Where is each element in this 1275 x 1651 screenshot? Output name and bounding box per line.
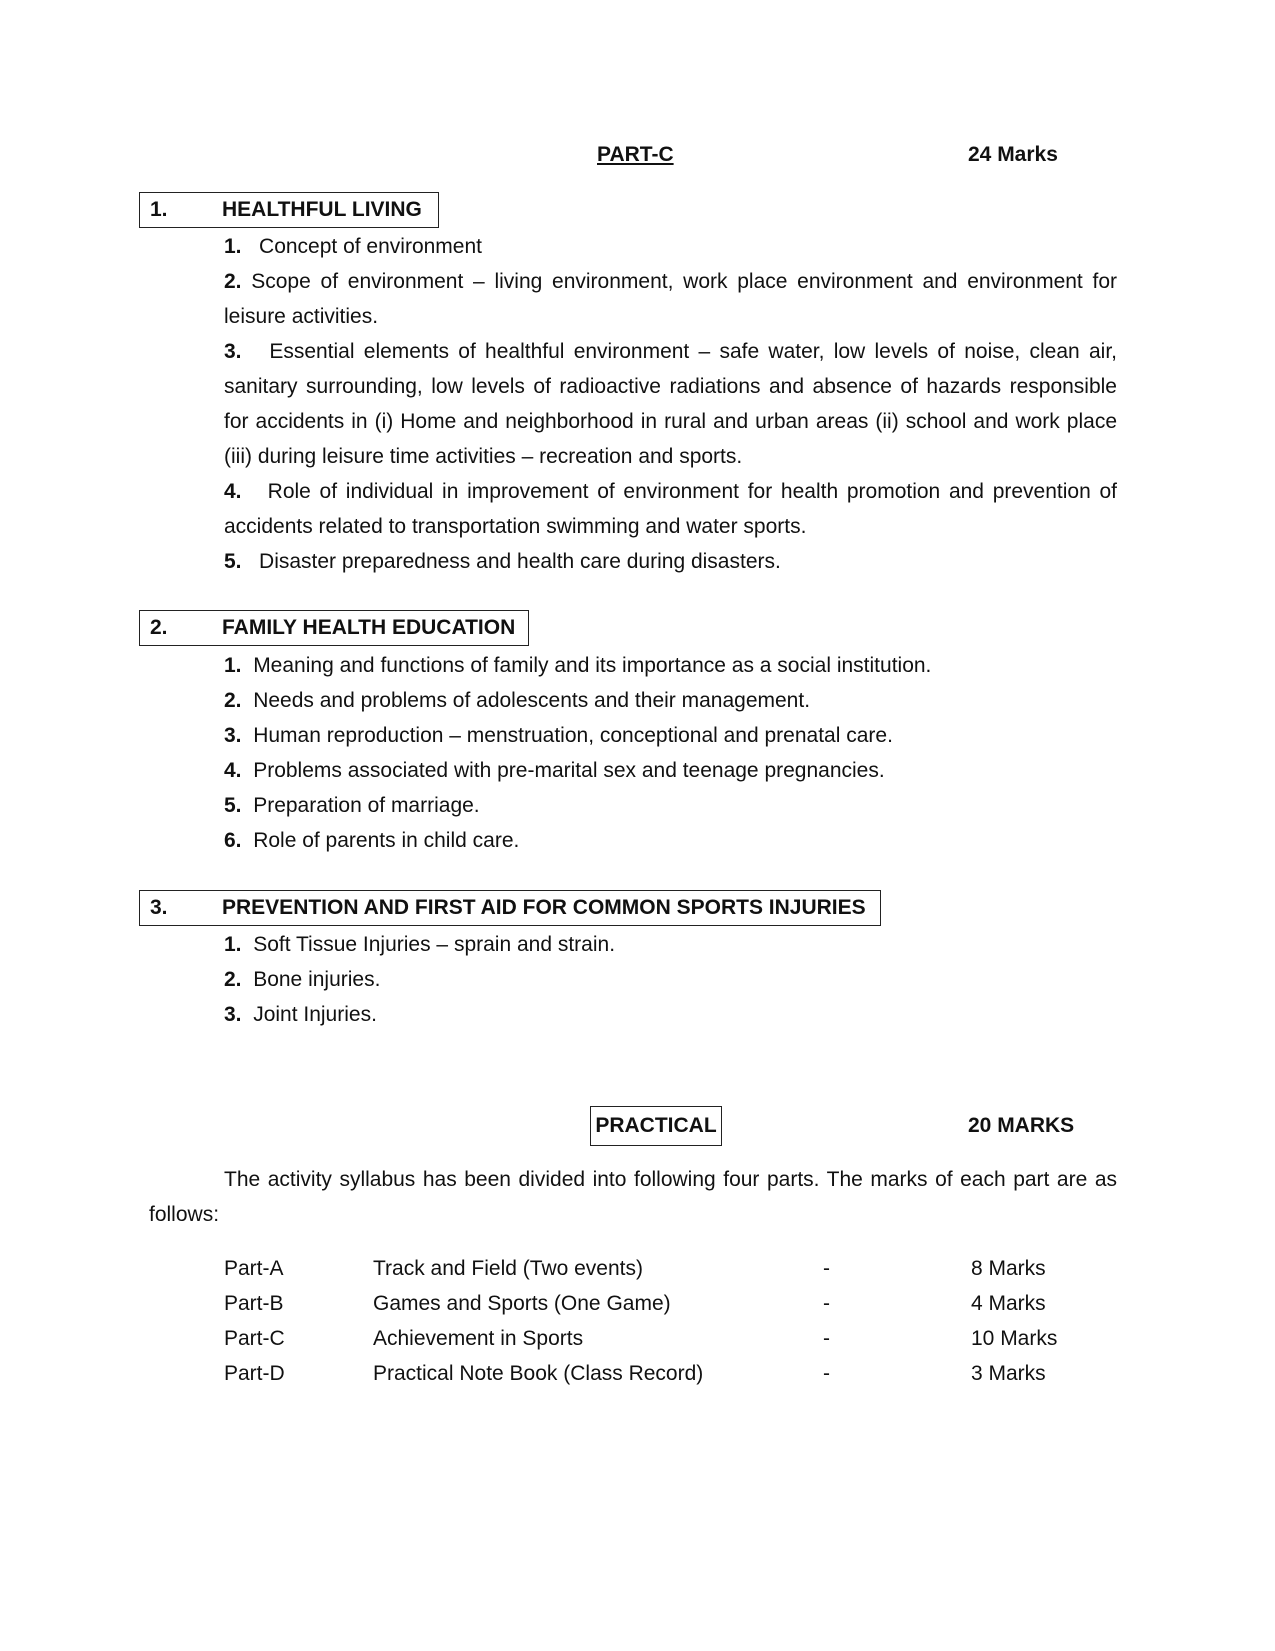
list-item: 2. Scope of environment – living environment, work place environment and environment for leisure activities.: [224, 270, 1117, 328]
section-2-heading: [139, 610, 529, 646]
list-item: 1. Concept of environment: [224, 235, 482, 258]
section-number: 2.: [150, 616, 168, 639]
list-item: 3. Human reproduction – menstruation, conceptional and prenatal care.: [224, 724, 893, 747]
section-number: 1.: [150, 198, 168, 221]
list-item: 5. Disaster preparedness and health care during disasters.: [224, 550, 781, 573]
section-number: 3.: [150, 896, 168, 919]
list-item: 2. Needs and problems of adolescents and their management.: [224, 689, 811, 712]
practical-marks: 20 MARKS: [968, 1114, 1075, 1137]
table-row: Part-A Track and Field (Two events) - 8 Marks: [224, 1257, 1046, 1280]
list-item: 6. Role of parents in child care.: [224, 829, 520, 852]
section-title: PREVENTION AND FIRST AID FOR COMMON SPORTS INJURIES: [222, 896, 866, 919]
list-item: 4. Role of individual in improvement of environment for health promotion and prevention of accidents related to transportation swimming and water sports.: [224, 480, 1117, 538]
table-row: Part-D Practical Note Book (Class Record) - 3 Marks: [224, 1362, 1046, 1385]
list-item: 4. Problems associated with pre-marital sex and teenage pregnancies.: [224, 759, 885, 782]
table-row: Part-C Achievement in Sports - 10 Marks: [224, 1327, 1058, 1350]
section-1-heading: [139, 192, 439, 228]
part-marks: 24 Marks: [968, 143, 1058, 166]
list-item: 3. Essential elements of healthful environment – safe water, low levels of noise, clean air, sanitary surrounding, low levels of radioactive radiations and absence of hazards responsible for accidents in (i) Home and neighborhood in rural and urban areas (ii) school and work place (iii) during leisure time activities – recreation and sports.: [224, 340, 1117, 468]
list-item: 3. Joint Injuries.: [224, 1003, 377, 1026]
section-title: FAMILY HEALTH EDUCATION: [222, 616, 516, 639]
practical-title: PRACTICAL: [590, 1106, 722, 1146]
part-title: PART-C: [597, 143, 674, 166]
section-3-heading: [139, 890, 881, 926]
table-row: Part-B Games and Sports (One Game) - 4 Marks: [224, 1292, 1046, 1315]
list-item: 5. Preparation of marriage.: [224, 794, 480, 817]
list-item: 1. Soft Tissue Injuries – sprain and strain.: [224, 933, 616, 956]
practical-intro: The activity syllabus has been divided into following four parts. The marks of each part are as follows:: [149, 1168, 1117, 1226]
section-title: HEALTHFUL LIVING: [222, 198, 422, 221]
list-item: 2. Bone injuries.: [224, 968, 381, 991]
list-item: 1. Meaning and functions of family and its importance as a social institution.: [224, 654, 932, 677]
